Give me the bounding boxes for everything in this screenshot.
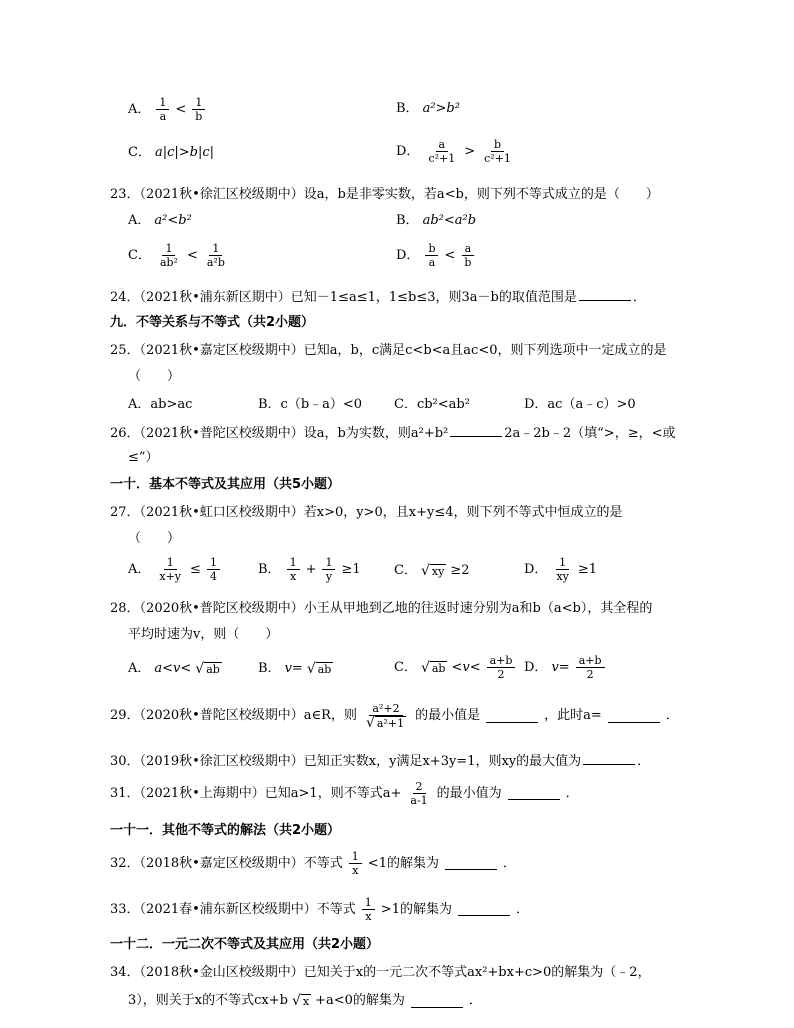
answer-blank[interactable] (486, 710, 538, 723)
q27-option-b: B． $\frac{1}{x}$ + $\frac{1}{y}$ ≥1 (258, 556, 361, 583)
q27-paren: （ ） (128, 531, 181, 546)
fraction: $\frac{1}{x+y}$ (159, 556, 182, 583)
q28-stem: 28．（2020秋•普陀区校级期中）小王从甲地到乙地的往返时速分别为a和b（a<b），其全程的 (110, 601, 653, 616)
q25-option-b: B．c（b﹣a）<0 (258, 397, 363, 412)
fraction: $\frac{1}{x}$ (362, 896, 375, 923)
q32-stem: 32．（2018秋•嘉定区校级期中）不等式 $\frac{1}{x}$ <1的解集为 ． (110, 850, 516, 877)
fraction: $\frac{1}{b}$ (192, 96, 205, 123)
q22-option-c: C． a|c|>b|c| (128, 145, 214, 160)
q27-stem: 27．（2021秋•虹口区校级期中）若x>0，y>0，且x+y≤4，则下列不等式中恒成立的是 (110, 505, 623, 520)
q27-option-c: C． √ xy ≥2 (394, 563, 470, 579)
q25-option-d: D．ac（a﹣c）>0 (524, 397, 636, 412)
q34-cont: 3），则关于x的不等式cx+b √ x +a<0的解集为 ． (128, 993, 482, 1009)
answer-blank[interactable] (411, 995, 463, 1008)
q28-option-d: D． v= $\frac{a+b}{2}$ (524, 654, 607, 681)
answer-blank[interactable] (508, 787, 560, 800)
fraction: $\frac{a}{\text{c²+1}}$ (428, 138, 456, 165)
q23-option-b: B． ab²<a²b (396, 213, 477, 228)
sqrt: √ ab (195, 661, 220, 677)
answer-blank[interactable] (583, 752, 635, 765)
q22-option-d: D． $\frac{a}{\text{c²+1}}$ > $\frac{b}{\text{c²+1}}$ (396, 138, 516, 165)
q24-stem: 24．（2021秋•浦东新区期中）已知－1≤a≤1，1≤b≤3，则3a－b的取值范围是 ． (110, 290, 646, 305)
fraction: $\frac{b}{a}$ (425, 242, 438, 269)
fraction: $\frac{1}{\text{a²b}}$ (206, 242, 225, 269)
q23-option-c: C． $\frac{1}{\text{ab²}}$ < $\frac{1}{\text{a²b}}$ (128, 242, 230, 269)
q25-paren: （ ） (128, 369, 181, 384)
q26-stem: 26．（2021秋•普陀区校级期中）设a，b为实数，则a²+b² 2a﹣2b﹣2（填“>，≥，<或 (110, 426, 676, 441)
q27-option-d: D． $\frac{1}{xy}$ ≥1 (524, 556, 598, 583)
q27-option-a: A． $\frac{1}{x+y}$ ≤ $\frac{1}{4}$ (128, 556, 222, 583)
sqrt: √ xy (420, 563, 445, 579)
q28-option-b: B． v= √ ab (258, 661, 332, 677)
q28-option-a: A． a<v< √ ab (128, 661, 220, 677)
fraction: a²+2 √ a²+1 (365, 702, 405, 731)
q22-option-a: A． $\frac{1}{a}$ < $\frac{1}{b}$ (128, 96, 207, 123)
fraction: $\frac{1}{x}$ (287, 556, 300, 583)
fraction: $\frac{a+b}{2}$ (487, 654, 516, 681)
q23-option-a: A． a²<b² (128, 213, 192, 228)
fraction: $\frac{2}{a-1}$ (410, 780, 428, 807)
q28-option-c: C． √ ab <v< $\frac{a+b}{2}$ (394, 654, 517, 681)
q31-stem: 31．（2021秋•上海期中）已知a>1，则不等式a+ $\frac{2}{a-1}$ 的最小值为 ． (110, 780, 579, 807)
section-heading: 九．不等关系与不等式（共2小题） (110, 315, 315, 330)
q25-option-a: A．ab>ac (128, 397, 193, 412)
section-heading: 一十二．一元二次不等式及其应用（共2小题） (110, 937, 380, 952)
fraction: $\frac{1}{xy}$ (556, 556, 569, 583)
fraction: $\frac{1}{4}$ (207, 556, 220, 583)
q23-option-d: D． $\frac{b}{a}$ < $\frac{a}{b}$ (396, 242, 476, 269)
answer-blank[interactable] (450, 424, 502, 437)
fraction: $\frac{a+b}{2}$ (576, 654, 605, 681)
fraction: $\frac{1}{a}$ (156, 96, 169, 123)
sqrt: √ x (291, 993, 310, 1009)
fraction: $\frac{a}{b}$ (461, 242, 474, 269)
q26-cont: ≤”） (128, 450, 159, 465)
q29-stem: 29．（2020秋•普陀区校级期中）a∈R，则 a²+2 √ a²+1 的最小值是 ，此时a= ． (110, 702, 679, 731)
q30-stem: 30．（2019秋•徐汇区校级期中）已知正实数x，y满足x+3y=1，则xy的最大值为 ． (110, 754, 651, 769)
fraction: $\frac{1}{x}$ (349, 850, 362, 877)
answer-blank[interactable] (579, 288, 631, 301)
fraction: $\frac{1}{y}$ (322, 556, 335, 583)
q25-option-c: C．cb²<ab² (394, 397, 470, 412)
answer-blank[interactable] (458, 903, 510, 916)
q25-stem: 25．（2021秋•嘉定区校级期中）已知a，b，c满足c<b<a且ac<0，则下列选项中一定成立的是 (110, 343, 667, 358)
section-heading: 一十一．其他不等式的解法（共2小题） (110, 823, 341, 838)
q28-cont: 平均时速为v，则（ ） (128, 627, 279, 642)
sqrt: √ ab (306, 661, 332, 677)
q23-stem: 23．（2021秋•徐汇区校级期中）设a，b是非零实数，若a<b，则下列不等式成立的是（ ） (110, 187, 659, 202)
q33-stem: 33．（2021春•浦东新区校级期中）不等式 $\frac{1}{x}$ >1的解集为 ． (110, 896, 529, 923)
answer-blank[interactable] (445, 857, 497, 870)
section-heading: 一十．基本不等式及其应用（共5小题） (110, 477, 341, 492)
fraction: $\frac{b}{\text{c²+1}}$ (484, 138, 511, 165)
q34-stem: 34．（2018秋•金山区校级期中）已知关于x的一元二次不等式ax²+bx+c>0的解集为（﹣2， (110, 965, 651, 980)
q22-option-b: B． a²>b² (396, 101, 460, 116)
answer-blank[interactable] (608, 710, 660, 723)
fraction: $\frac{1}{\text{ab²}}$ (159, 242, 178, 269)
sqrt: √ ab (420, 659, 446, 676)
